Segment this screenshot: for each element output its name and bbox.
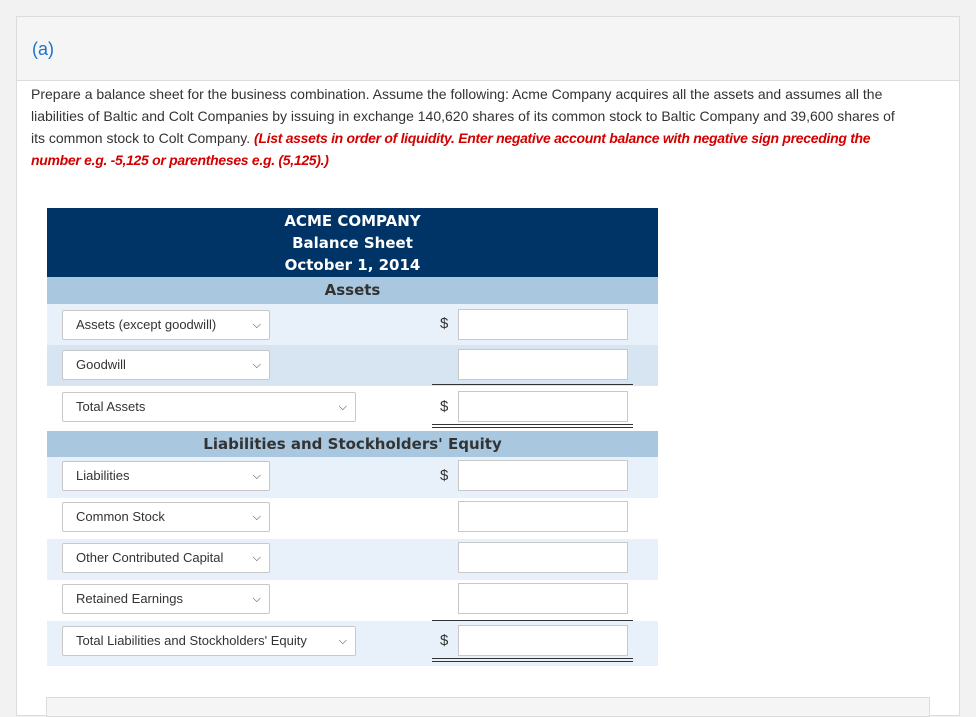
- amount-input-other-contributed-capital[interactable]: [458, 542, 628, 573]
- chevron-down-icon: ⌵: [252, 359, 261, 371]
- chevron-down-icon: ⌵: [252, 319, 261, 331]
- balance-sheet: [47, 208, 658, 666]
- statement-date: October 1, 2014: [284, 256, 421, 274]
- row-retained-earnings: [47, 580, 658, 621]
- account-select-total-liabilities-equity[interactable]: [62, 626, 356, 656]
- balance-sheet-header: [47, 208, 658, 277]
- amount-input-common-stock[interactable]: [458, 501, 628, 532]
- account-select-goodwill[interactable]: [62, 350, 270, 380]
- assets-heading: Assets: [47, 277, 658, 304]
- row-goodwill: [47, 345, 658, 386]
- row-common-stock: [47, 498, 658, 539]
- account-select-total-assets[interactable]: [62, 392, 356, 422]
- amount-input-total-assets[interactable]: [458, 391, 628, 422]
- dollar-sign: $: [440, 398, 449, 415]
- account-select-value: Other Contributed Capital: [76, 550, 224, 565]
- liabilities-heading: Liabilities and Stockholders' Equity: [47, 431, 658, 457]
- part-header: [17, 17, 959, 81]
- chevron-down-icon: ⌵: [252, 552, 261, 564]
- account-select-value: Goodwill: [76, 357, 126, 372]
- account-select-common-stock[interactable]: [62, 502, 270, 532]
- account-select-value: Liabilities: [76, 468, 130, 483]
- account-select-other-contributed-capital[interactable]: [62, 543, 270, 573]
- amount-input-assets-except-goodwill[interactable]: [458, 309, 628, 340]
- instructions-note: (List assets in order of liquidity. Enter negative account balance with negative sign preceding the number e.g. -5,125 or parentheses e.g. (5,125).): [31, 130, 871, 168]
- next-question-card: [46, 697, 930, 717]
- total-rule: [432, 384, 633, 385]
- chevron-down-icon: ⌵: [338, 635, 347, 647]
- row-liabilities: [47, 457, 658, 498]
- account-select-value: Common Stock: [76, 509, 165, 524]
- double-rule-top: [432, 658, 633, 659]
- row-total-assets: [47, 386, 658, 431]
- row-total-liabilities-equity: [47, 621, 658, 666]
- account-select-assets-except-goodwill[interactable]: [62, 310, 270, 340]
- instructions: [31, 83, 911, 171]
- chevron-down-icon: ⌵: [252, 511, 261, 523]
- dollar-sign: $: [440, 467, 449, 484]
- amount-input-liabilities[interactable]: [458, 460, 628, 491]
- account-select-retained-earnings[interactable]: [62, 584, 270, 614]
- statement-title: Balance Sheet: [292, 234, 413, 252]
- row-assets-except-goodwill: [47, 304, 658, 345]
- account-select-value: Total Assets: [76, 399, 146, 414]
- amount-input-total-liabilities-equity[interactable]: [458, 625, 628, 656]
- account-select-value: Assets (except goodwill): [76, 317, 217, 332]
- amount-input-retained-earnings[interactable]: [458, 583, 628, 614]
- chevron-down-icon: ⌵: [338, 401, 347, 413]
- account-select-value: Total Liabilities and Stockholders' Equity: [76, 633, 307, 648]
- double-rule-top: [432, 424, 633, 425]
- account-select-value: Retained Earnings: [76, 591, 183, 606]
- amount-input-goodwill[interactable]: [458, 349, 628, 380]
- instructions-text: Prepare a balance sheet for the business combination. Assume the following: Acme Company acquires all the assets and assumes all the liabilities of Baltic and Colt Companies by issuing in exchange 140,620 shares of its common stock to Baltic Company and 39,600 shares of its common stock to Colt Company.: [31, 86, 895, 146]
- chevron-down-icon: ⌵: [252, 593, 261, 605]
- double-rule-bottom: [432, 661, 633, 662]
- chevron-down-icon: ⌵: [252, 470, 261, 482]
- company-name: ACME COMPANY: [284, 212, 421, 230]
- dollar-sign: $: [440, 632, 449, 649]
- account-select-liabilities[interactable]: [62, 461, 270, 491]
- row-other-contributed-capital: [47, 539, 658, 580]
- double-rule-bottom: [432, 427, 633, 428]
- part-label: (a): [32, 39, 54, 59]
- dollar-sign: $: [440, 315, 449, 332]
